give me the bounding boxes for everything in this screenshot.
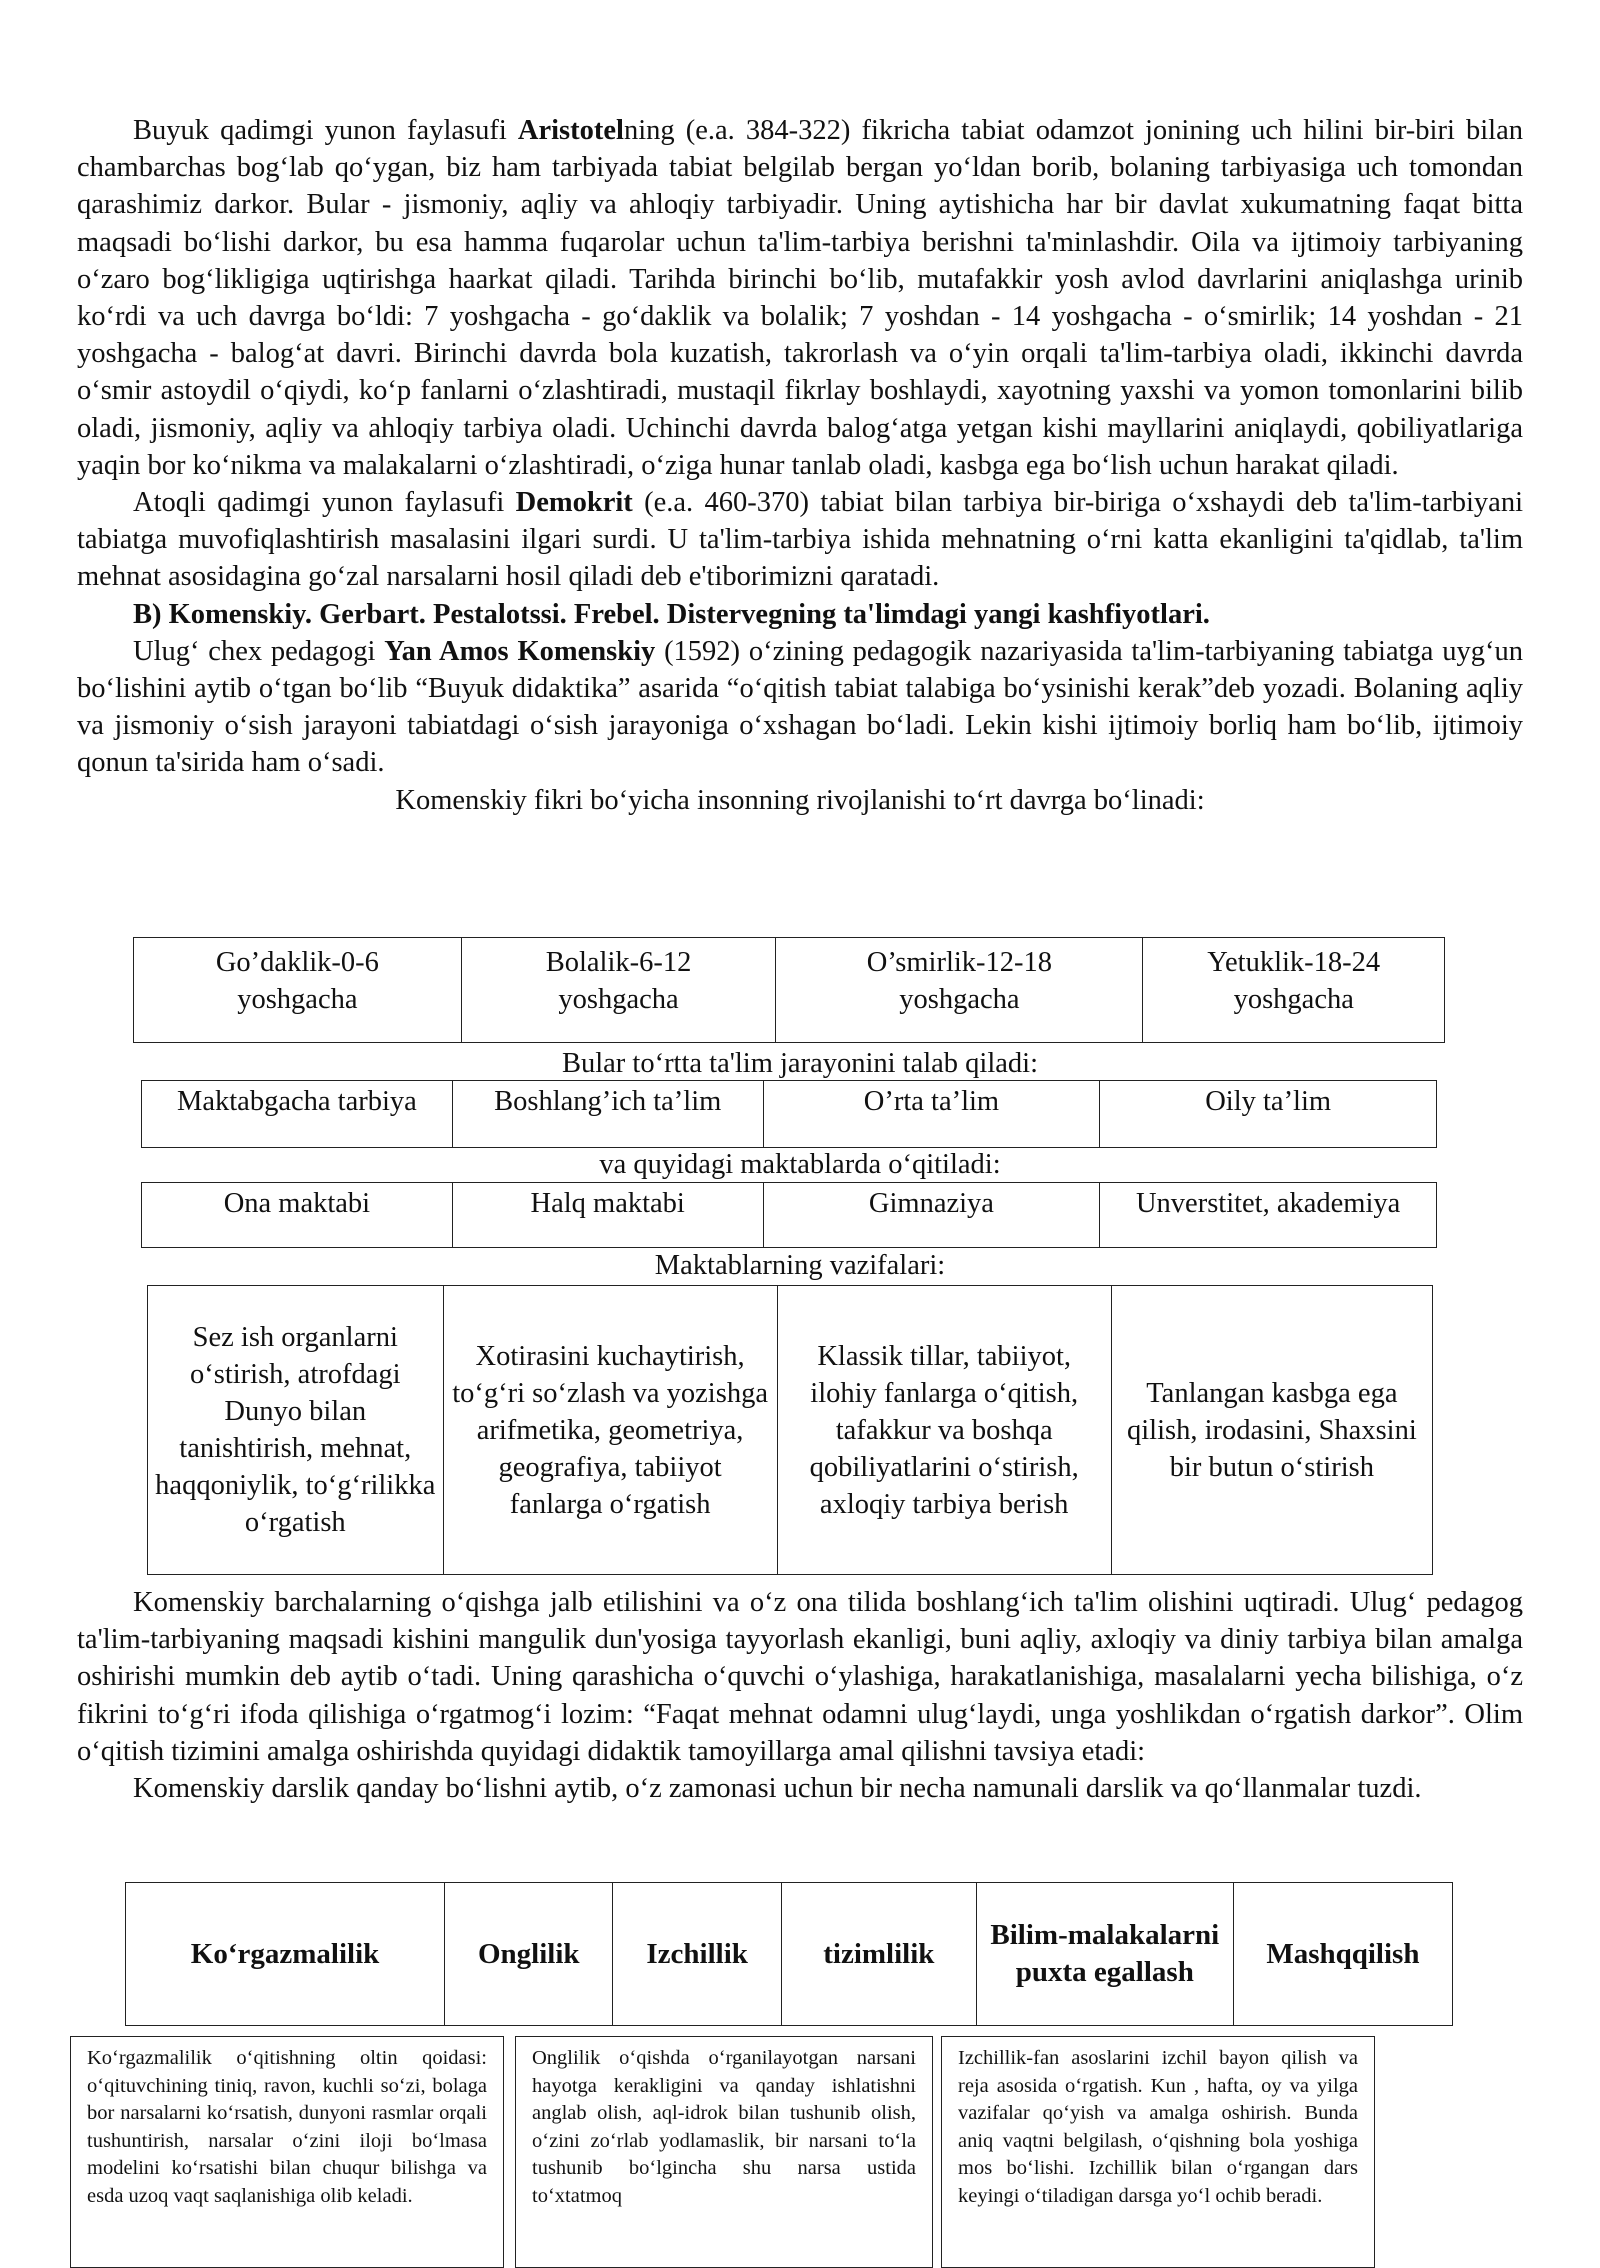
principles-table [125,1882,1453,2026]
table-cell [134,938,462,1043]
text-run: Atoqli qadimgi yunon faylasufi [133,487,516,519]
table-cell: Mashqqilish [1233,1883,1452,2026]
table-row [134,938,1445,1043]
periods-table [133,937,1445,1043]
table-cell: O’rta ta’lim [763,1081,1100,1148]
text-run: Ulug‘ chex pedagogi [133,635,385,667]
table-cell: Tanlangan kasbga ega qilish, irodasini, Shaxsini bir butun o‘stirish [1111,1286,1432,1575]
table-cell [1143,938,1445,1043]
name-aristotel: Aristotel [517,115,624,146]
cell-text: yoshgacha [558,984,679,1015]
paragraph-komenskiy-principles: Komenskiy barchalarning o‘qishga jalb etilishini va o‘z ona tilida boshlang‘ich ta'lim olishini uqtiradi. Ulug‘ pedagog ta'lim-tarbiyaning maqsadi kishini mangulik dun'yosiga tayyorlash ekanligi, buni aqliy, axloqiy va diniy tarbiya bilan amalga oshirishi mumkin deb aytib o‘tadi. Uning qarashicha o‘quvchi o‘ylashiga, harakatlanishiga, masalalarni yecha bilishiga, o‘z fikrini to‘g‘ri ifoda qilishiga o‘rgatmog‘i lozim: “Faqat mehnat odamni ulug‘laydi, unga yoshlikdan o‘rgatish darkor”. Olim o‘qitish tizimini amalga oshirishda quyidagi didaktik tamoyillarga amal qilishni tavsiya etadi: [77,1587,1523,1767]
paragraph-komenskiy-textbooks: Komenskiy darslik qanday bo‘lishni aytib, o‘z zamonasi uchun bir necha namunali darslik va qo‘llanmalar tuzdi. [133,1773,1422,1805]
table-cell: Onglilik [445,1883,613,2026]
table-row [148,1286,1433,1575]
cell-text: yoshgacha [899,984,1020,1015]
table-row [126,1883,1453,2026]
section-heading: B) Komenskiy. Gerbart. Pestalotssi. Frebel. Distervegning ta'limdagi yangi kashfiyotlari. [133,598,1210,630]
table-cell: Izchillik [613,1883,781,2026]
cell-text: Bolalik-6-12 [545,947,692,978]
table-cell: Sez ish organlarni o‘stirish, atrofdagi Dunyo bilan tanishtirish, mehnat, haqqoniylik, to‘g‘rilikka o‘rgatish [148,1286,444,1575]
caption-tasks: Maktablarning vazifalari: [654,1250,946,1281]
table-cell: Bilim-malakalarni puxta egallash [976,1883,1233,2026]
table-cell: Gimnaziya [763,1183,1100,1248]
caption-schools: va quyidagi maktablarda o‘qitiladi: [599,1149,1001,1180]
name-demokrit: Demokrit [515,487,633,519]
document-page [77,112,1524,2207]
caption-education: Bular to‘rtta ta'lim jarayonini talab qiladi: [561,1048,1039,1079]
table-row [142,1081,1437,1148]
cell-text: yoshgacha [237,984,358,1015]
table-cell: Oily ta’lim [1100,1081,1437,1148]
note-box-izchillik: Izchillik-fan asoslarini izchil bayon qilish va reja asosida o‘rgatish. Kun , hafta, oy va yilga vazifalar qo‘yish va amalga oshirish. Bunda aniq vaqtni belgilash, o‘qishning bola yoshiga mos bo‘lishi. Izchillik bilan o‘rgangan dars keyingi o‘tiladigan darsga yo‘l ochib beradi. [941,2036,1375,2268]
table-cell: Ko‘rgazmalilik [126,1883,445,2026]
text-run: (e.a. 460-370) tabiat bilan tarbiya bir-biriga o‘xshaydi deb ta'lim-tarbiyani tabiatga muvofiqlashtirish masalasini ilgari surdi. U ta'lim-tarbiya ishida mehnatning o‘rni katta ekanligini ta'qidlab, ta'lim mehnat asosidagina go‘zal narsalarni hosil qiladi deb e'tiborimizni qaratadi. [77,487,1523,593]
table-cell: Xotirasini kuchaytirish, to‘g‘ri so‘zlash va yozishga arifmetika, geometriya, geografiya, tabiiyot fanlarga o‘rgatish [443,1286,777,1575]
note-box-korgazmalilik: Ko‘rgazmalilik o‘qitishning oltin qoidasi: o‘qituvchining tiniq, ravon, kuchli so‘zi, bolaga bor narsalarni ko‘rsatish, dunyoni rasmlar orqali tushuntirish, narsalar o‘zini iloji bo‘lmasa modelini ko‘rsatishi bilan chuqur bilishga va esda uzoq vaqt saqlanishiga olib keladi. [70,2036,504,2268]
table-cell: tizimlilik [781,1883,976,2026]
table-row [142,1183,1437,1248]
text-run: (1592) o‘zining pedagogik nazariyasida ta'lim-tarbiyaning tabiatga uyg‘un bo‘lishini aytib o‘tgan bo‘lib “Buyuk didaktika” asarida “o‘qitish tabiat talabiga bo‘ysinishi kerak”deb yozadi. Bolaning aqliy va jismoniy o‘sish jarayoni tabiatdagi o‘sish jarayoniga o‘xshagan bo‘ladi. Lekin kishi ijtimoiy borliq ham bo‘lib, ijtimoiy qonun ta'sirida ham o‘sadi. [77,635,1524,779]
table-cell: Maktabgacha tarbiya [142,1081,453,1148]
paragraph-demokrit [77,484,1523,596]
table-cell: Ona maktabi [142,1183,453,1248]
periods-intro-line: Komenskiy fikri bo‘yicha insonning rivojlanishi to‘rt davrga bo‘linadi: [395,784,1205,816]
table-cell: Unverstitet, akademiya [1100,1183,1437,1248]
cell-text: O’smirlik-12-18 [866,947,1053,978]
cell-text: Go’daklik-0-6 [215,947,379,978]
text-run: ning (e.a. 384-322) fikricha tabiat odamzot jonining uch hilini bir-biri bilan chambarchas bog‘lab qo‘ygan, biz ham tarbiyada tabiat belgilab bergan yo‘ldan borib, bolaning tarbiyasiga uch tomondan qarashimiz darkor. Bular - jismoniy, aqliy va ahloqiy tarbiyadir. Uning aytishicha har bir davlat xukumatning faqat bitta maqsadi bo‘lishi darkor, bu esa hamma fuqarolar uchun ta'lim-tarbiya berishni ta'minlashdir. Oila va ijtimoiy tarbiyaning o‘zaro bog‘likligiga uqtirishga haarkat qiladi. Tarihda birinchi bo‘lib, mutafakkir yosh avlod davrlarini aniqlashga urinib ko‘rdi va uch davrga bo‘ldi: 7 yoshgacha - go‘daklik va bolalik; 7 yoshdan - 14 yoshgacha - o‘smirlik; 14 yoshdan - 21 yoshgacha - balog‘at davri. Birinchi davrda bola kuzatish, takrorlash va o‘yin orqali ta'lim-tarbiya oladi, ikkinchi davrda o‘smir astoydil o‘qiydi, ko‘p fanlarni o‘zlashtiradi, mustaqil fikrlay boshlaydi, xayotning yaxshi va yomon tomonlarini bilib oladi, jismoniy, aqliy va ahloqiy tarbiya oladi. Uchinchi davrda balog‘atga yetgan kishi mayllarini aniqlaydi, qobiliyatlariga yaqin bor ko‘nikma va malakalarni o‘zlashtiradi, o‘ziga hunar tanlab oladi, kasbga ega bo‘lish uchun harakat qiladi. [77,115,1523,481]
education-table [141,1080,1437,1148]
table-cell: Halq maktabi [452,1183,763,1248]
schools-table [141,1182,1437,1248]
table-cell: Klassik tillar, tabiiyot, ilohiy fanlarga o‘qitish, tafakkur va boshqa qobiliyatlarini o‘stirish, axloqiy tarbiya berish [777,1286,1111,1575]
table-cell: Boshlang’ich ta’lim [452,1081,763,1148]
cell-text: yoshgacha [1233,984,1354,1015]
note-box-onglilik: Onglilik o‘qishda o‘rganilayotgan narsani hayotga kerakligini va qanday ishlatishni anglab olish, aql-idrok bilan tushunib olish, o‘zini zo‘rlab yodlamaslik, bir narsani to‘la tushunib bo‘lgincha shu narsa ustida to‘xtatmoq [515,2036,933,2268]
tasks-table [147,1285,1433,1575]
paragraph-komenskiy [77,633,1523,782]
paragraph-aristotel [77,112,1523,484]
table-cell [461,938,776,1043]
text-run: Buyuk qadimgi yunon faylasufi [133,115,518,146]
cell-text: Yetuklik-18-24 [1207,947,1381,978]
table-cell [776,938,1143,1043]
after-tables-text [77,1584,1523,1807]
name-komenskiy: Yan Amos Komenskiy [384,635,656,667]
